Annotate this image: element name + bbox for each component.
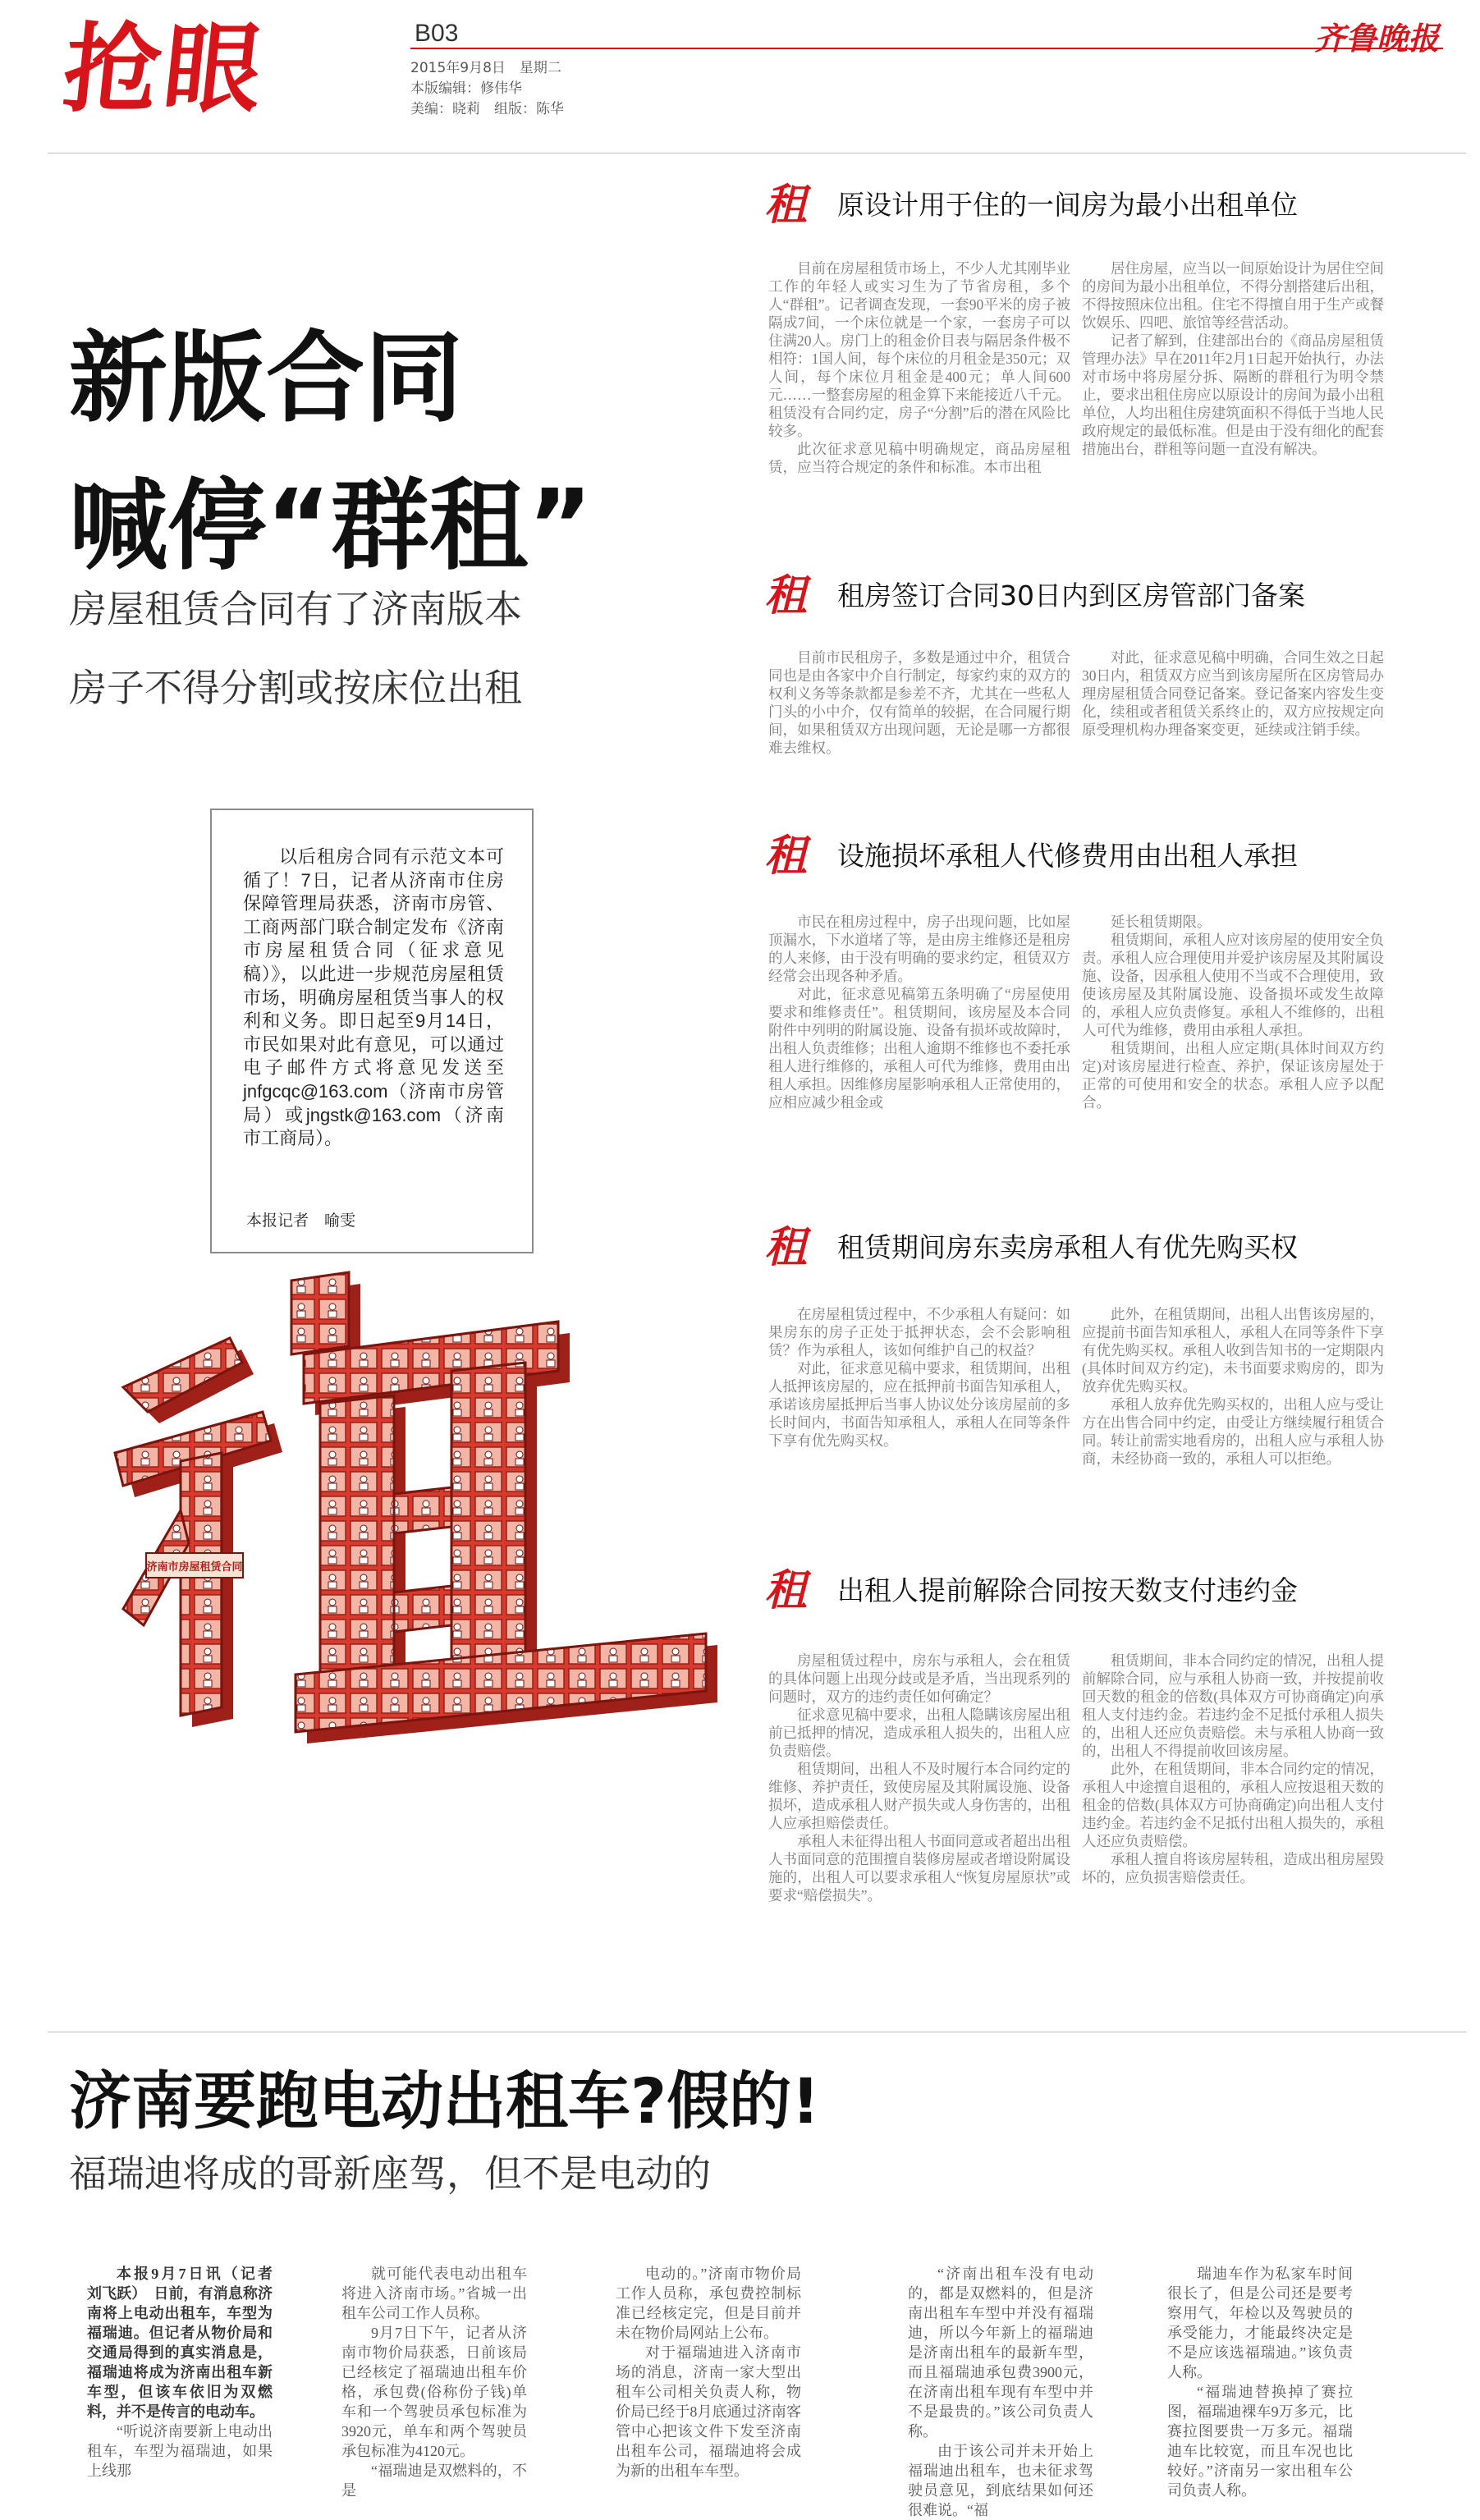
paper-name-logo: 齐鲁晚报: [1313, 20, 1439, 57]
section-body-column: [768, 1305, 1070, 1450]
headline-subtitle-2: 房子不得分割或按床位出租: [69, 666, 522, 710]
section-title: 租赁期间房东卖房承租人有优先购买权: [837, 1231, 1298, 1263]
section-paragraph: 对此，征求意见稿中要求，租赁期间，出租人抵押该房屋的，应在抵押前书面告知承租人，承诺该房屋抵押后当事人协议处分该房屋前的多长时间内，书面告知承租人，承租人在同等条件下享有优先购买权。: [768, 1360, 1070, 1449]
section-paragraph: 征求意见稿中要求，出租人隐瞒该房屋出租前已抵押的情况，造成承租人损失的，出租人应负责赔偿。: [768, 1707, 1070, 1759]
bottom-story-column: [1167, 2264, 1353, 2500]
section-title: 租房签订合同30日内到区房管部门备案: [837, 580, 1305, 612]
main-headline: [69, 305, 660, 601]
section-paragraph: 承租人未征得出租人书面同意或者超出出租人书面同意的范围擅自装修房屋或者增设附属设施的，出租人可以要求承租人“恢复房屋原状”或要求“赔偿损失”。: [768, 1833, 1070, 1904]
bottom-subtitle: 福瑞迪将成的哥新座驾，但不是电动的: [69, 2151, 711, 2196]
bottom-story-paragraph: “福瑞迪是双燃料的，不是: [341, 2463, 527, 2499]
section-logo: 抢眼: [57, 11, 271, 126]
section-paragraph: 租赁期间，出租人应定期(具体时间双方约定)对该房屋进行检查、养护，保证该房屋处于正常的可使用和安全的状态。承租人应予以配合。: [1082, 1040, 1384, 1111]
section-body-column: [1082, 1305, 1384, 1468]
section-body-column: [768, 259, 1070, 476]
bottom-story-column: [616, 2264, 801, 2481]
bottom-story-column: [908, 2264, 1093, 2520]
bottom-story-paragraph: 电动的。”济南市物价局工作人员称，承包费控制标准已经核定完，但是目前并未在物价局网站上公布。: [616, 2266, 801, 2341]
section-paragraph: 此外，在租赁期间，出租人出售该房屋的，应提前书面告知承租人，承租人在同等条件下享有优先购买权。承租人收到告知书的一定期限内(具体时间双方约定)，未书面要求购房的，即为放弃优先购买权。: [1082, 1306, 1384, 1395]
bottom-story-paragraph: 本报9月7日讯（记者 刘飞跃） 日前，有消息称济南将上电动出租车，车型为福瑞迪。但记者从物价局和交通局得到的真实消息是，福瑞迪将成为济南出租车新车型，但该车依旧为双燃料，并不是传言的电动车。: [87, 2266, 287, 2420]
bottom-story-paragraph: 瑞迪车作为私家车时间很长了，但是公司还是要考察用气，年检以及驾驶员的承受能力，才能最终决定是不是应该选福瑞迪。”该负责人称。: [1167, 2266, 1353, 2380]
section-icon: 租: [763, 180, 807, 230]
lead-paragraph: [243, 845, 504, 1151]
main-headline-line1: 新版合同: [69, 322, 463, 436]
section-paragraph: 对此，征求意见稿第五条明确了“房屋使用要求和维修责任”。租赁期间，该房屋及本合同附件中列明的附属设施、设备有损坏或故障时，出租人负责维修；出租人逾期不维修也不委托承租人进行维修的，承租人可代为维修，费用由出租人承担。因维修房屋影响承租人正常使用的，应相应减少租金或: [768, 986, 1070, 1111]
section-body-column: [768, 913, 1070, 1111]
section-icon: 租: [763, 1565, 807, 1615]
bottom-story-column: [341, 2264, 527, 2500]
section-paragraph: 对此，征求意见稿中明确，合同生效之日起30日内，租赁双方应当到该房屋所在区房管局办理房屋租赁合同登记备案。登记备案内容发生变化，续租或者租赁关系终止的，双方应按规定向原受理机构办理备案变更，延续或注销手续。: [1082, 649, 1384, 738]
bottom-story-paragraph: “济南出租车没有电动的，都是双燃料的，但是济南出租车车型中并没有福瑞迪，所以今年新上的福瑞迪是济南出租车的最新车型，而且福瑞迪承包费3900元，在济南出租车现有车型中并不是最贵的。”该公司负责人称。: [908, 2266, 1093, 2440]
section-paragraph: 租赁期间，出租人不及时履行本合同约定的维修、养护责任，致使房屋及其附属设施、设备损坏，造成承租人财产损失或人身伤害的，出租人应承担赔偿责任。: [768, 1761, 1070, 1831]
section-paragraph: 此次征求意见稿中明确规定，商品房屋租赁，应当符合规定的条件和标准。本市出租: [768, 441, 1070, 475]
section-paragraph: 租赁期间，非本合同约定的情况，出租人提前解除合同，应与承租人协商一致，并按提前收回天数的租金的倍数(具体双方可协商确定)向承租人支付违约金。若违约金不足抵付承租人损失的，出租人还应负责赔偿。未与承租人协商一致的，出租人不得提前收回该房屋。: [1082, 1652, 1384, 1759]
bottom-story-paragraph: “福瑞迪替换掉了赛拉图，福瑞迪裸车9万多元，比赛拉图要贵一万多元。福瑞迪车比较宽，而且车况也比较好。”济南另一家出租车公司负责人称。: [1167, 2384, 1353, 2499]
section-paragraph: 租赁期间，承租人应对该房屋的使用安全负责。承租人应合理使用并爱护该房屋及其附属设施、设备，因承租人使用不当或不合理使用，致使该房屋及其附属设施、设备损坏或发生故障的，承租人应负责修复。承租人不维修的，出租人可代为维修，费用由承租人承担。: [1082, 932, 1384, 1038]
section-paragraph: 延长租赁期限。: [1111, 914, 1212, 930]
section-icon: 租: [763, 831, 807, 881]
section-body-column: [1082, 913, 1384, 1111]
section-paragraph: 记者了解到，住建部出台的《商品房屋租赁管理办法》早在2011年2月1日起开始执行，办法对市场中将房屋分拆、隔断的群租行为明令禁止，要求出租住房应以原设计的房间为最小出租单位，人均出租住房建筑面积不得低于当地人民政府规定的最低标准。但是由于没有细化的配套措施出台，群租等问题一直没有解决。: [1082, 332, 1384, 457]
design-line: 美编：晓莉 组版：陈华: [410, 101, 564, 117]
bottom-headline: 济南要跑电动出租车?假的!: [69, 2064, 820, 2137]
section-paragraph: 在房屋租赁过程中，不少承租人有疑问：如果房东的房子正处于抵押状态，会不会影响租赁？作为承租人，该如何维护自己的权益？: [768, 1306, 1070, 1359]
contract-sign: [146, 1553, 243, 1578]
section-body-column: [1082, 648, 1384, 739]
header-rule: [410, 48, 1443, 49]
headline-subtitle-1: 房屋租赁合同有了济南版本: [69, 587, 522, 631]
section-paragraph: 承租人擅自将该房屋转租，造成出租房屋毁坏的，应负损害赔偿责任。: [1082, 1851, 1384, 1885]
section-body-column: [1082, 259, 1384, 458]
lead-byline: 本报记者 喻雯: [246, 1212, 356, 1230]
section-paragraph: 目前在房屋租赁市场上，不少人尤其刚毕业工作的年轻人或实习生为了节省房租，多个人“群租”。记者调查发现，一套90平米的房子被隔成7间，一个床位就是一个家，一套房子可以住满20人。房门上的租金价目表与隔居条件极不相符：1国人间，每个床位的月租金是350元；双人间，每个床位月租金是400元；单人间600元……一整套房屋的租金算下来能接近八千元。租赁没有合同约定，房子“分割”后的潜在风险比较多。: [768, 260, 1070, 439]
section-paragraph: 此外，在租赁期间，非本合同约定的情况，承租人中途擅自退租的，承租人应按退租天数的租金的倍数(具体双方可协商确定)向出租人支付违约金。若违约金不足抵付出租人损失的，承租人还应负责赔偿。: [1082, 1761, 1384, 1849]
section-paragraph: 目前市民租房子，多数是通过中介，租赁合同也是由各家中介自行制定，每家约束的双方的权利义务等条款都是参差不齐，尤其在一些私人门头的小中介，仅有简单的较据，在合同履行期间，如果租赁双方出现问题，无论是哪一方都很难去维权。: [768, 649, 1070, 756]
section-icon: 租: [763, 570, 807, 621]
date-line: 2015年9月8日 星期二: [410, 60, 561, 76]
bottom-story-paragraph: 由于该公司并未开始上福瑞迪出租车，也未征求驾驶员意见，到底结果如何还很难说。“福: [908, 2443, 1093, 2518]
page-code: B03: [415, 20, 459, 47]
section-body-column: [768, 1652, 1070, 1904]
section-paragraph: 市民在租房过程中，房子出现问题，比如屋顶漏水，下水道堵了等，是由房主维修还是租房的人来修，由于没有明确的要求约定，租赁双方经常会出现各种矛盾。: [768, 914, 1070, 984]
rent-character-illustration: [99, 1248, 731, 1748]
section-paragraph: 承租人放弃优先购买权的，出租人应与受让方在出售合同中约定，由受让方继续履行租赁合同。转让前需实地看房的，出租人应与承租人协商，未经协商一致的，承租人可以拒绝。: [1082, 1396, 1384, 1467]
section-paragraph: 居住房屋，应当以一间原始设计为居住空间的房间为最小出租单位，不得分割搭建后出租，不得按照床位出租。住宅不得擅自用于生产或餐饮娱乐、四吧、旅馆等经营活动。: [1082, 260, 1384, 331]
editor-line: 本版编辑：修伟华: [410, 80, 522, 97]
main-headline-line2: 喊停“群租”: [69, 470, 593, 584]
bottom-story-paragraph: 对于福瑞迪进入济南市场的消息，济南一家大型出租车公司相关负责人称，物价局已经于8月底通过济南客管中心把该文件下发至济南出租车公司，福瑞迪将会成为新的出租车车型。: [616, 2344, 801, 2479]
section-body-column: [1082, 1652, 1384, 1886]
section-title: 原设计用于住的一间房为最小出租单位: [837, 189, 1298, 221]
section-icon: 租: [763, 1222, 807, 1272]
bottom-story-paragraph: 9月7日下午，记者从济南市物价局获悉，日前该局已经核定了福瑞迪出租车价格，承包费(俗称份子钱)单车和一个驾驶员承包标准为3920元，单车和两个驾驶员承包标准为4120元。: [341, 2325, 527, 2459]
contract-sign-label: 济南市房屋租赁合同: [146, 1561, 243, 1574]
section-title: 设施损坏承租人代修费用由出租人承担: [837, 840, 1298, 872]
bottom-story-paragraph: “听说济南要新上电动出租车，车型为福瑞迪，如果上线那: [87, 2423, 273, 2479]
bottom-story-paragraph: 就可能代表电动出租车将进入济南市场。”省城一出租车公司工作人员称。: [341, 2266, 527, 2321]
bottom-story-column: [87, 2264, 287, 2481]
lead-text: 以后租房合同有示范文本可循了！7日，记者从济南市住房保障管理局获悉，济南市房管、工商两部门联合制定发布《济南市房屋租赁合同（征求意见稿）》，以此进一步规范房屋租赁市场，明确房屋租赁当事人的权利和义务。即日起至9月14日，市民如果对此有意见，可以通过电子邮件方式将意见发送至jnfgcqc@163.com（济南市房管局）或jngstk@163.com（济南市工商局）。: [243, 846, 504, 1149]
section-paragraph: 房屋租赁过程中，房东与承租人，会在租赁的具体问题上出现分歧或是矛盾，当出现系列的问题时，双方的违约责任如何确定？: [768, 1652, 1070, 1705]
section-title: 出租人提前解除合同按天数支付违约金: [837, 1574, 1298, 1606]
section-body-column: [768, 648, 1070, 757]
